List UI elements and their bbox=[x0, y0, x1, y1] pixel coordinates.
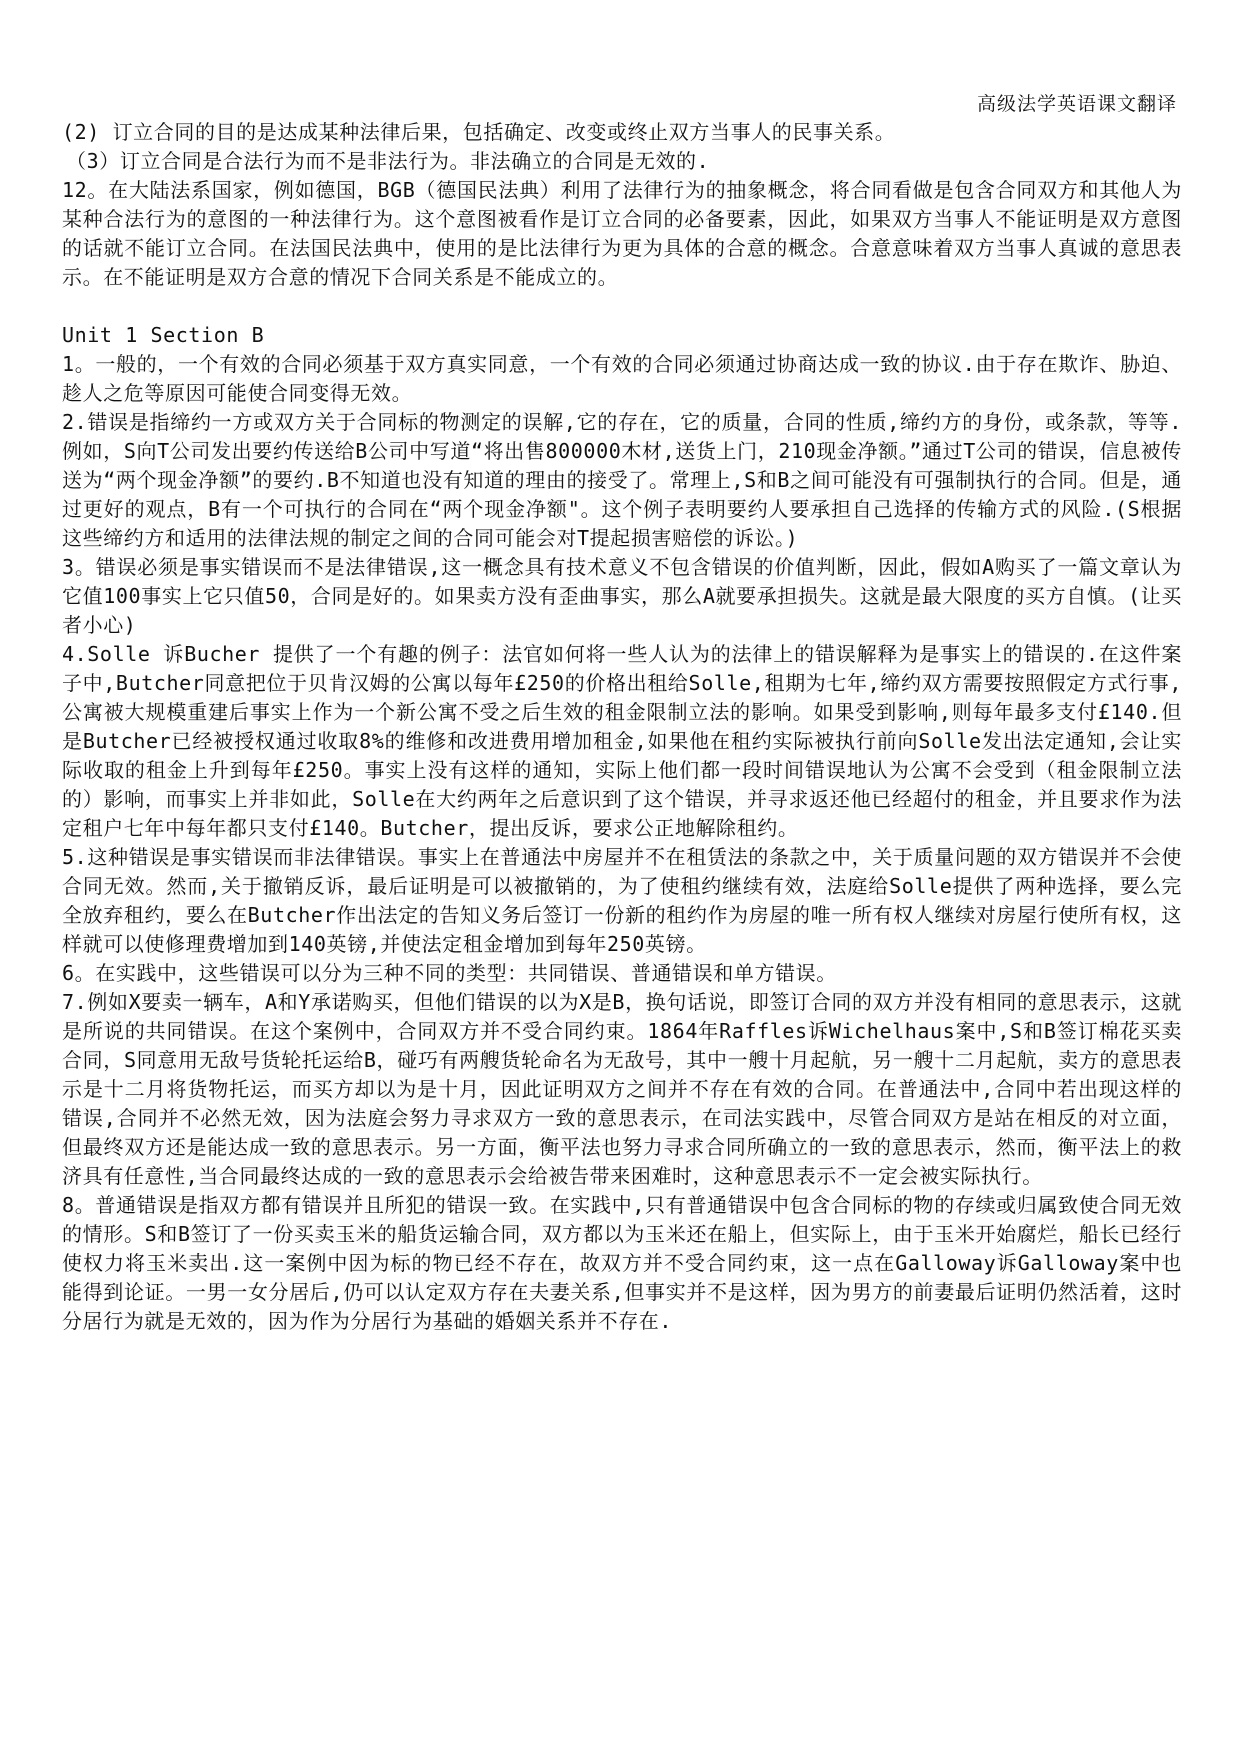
section-paragraph-2: 2.错误是指缔约一方或双方关于合同标的物测定的误解,它的存在，它的质量，合同的性质,缔约方的身份，或条款，等等.例如，S向T公司发出要约传送给B公司中写道“将出售800000木材,送货上门，210现金净额。”通过T公司的错误，信息被传送为“两个现金净额”的要约.B不知道也没有知道的理由的接受了。常理上,S和B之间可能没有可强制执行的合同。但是，通过更好的观点，B有一个可执行的合同在“两个现金净额"。这个例子表明要约人要承担自己选择的传输方式的风险.(S根据这些缔约方和适用的法律法规的制定之间的合同可能会对T提起损害赔偿的诉讼。) bbox=[62, 410, 1182, 550]
paragraph-item-3: （3）订立合同是合法行为而不是非法行为。非法确立的合同是无效的. bbox=[66, 149, 710, 173]
section-paragraph-4: 4.Solle 诉Bucher 提供了一个有趣的例子：法官如何将一些人认为的法律上的错误解释为是事实上的错误的.在这件案子中,Butcher同意把位于贝肯汉姆的公寓以每年£250的价格出租给Solle,租期为七年,缔约双方需要按照假定方式行事,公寓被大规模重建后事实上作为一个新公寓不受之后生效的租金限制立法的影响。如果受到影响,则每年最多支付£140.但是Butcher已经被授权通过收取8%的维修和改进费用增加租金,如果他在租约实际被执行前向Solle发出法定通知,会让实际收取的租金上升到每年£250。事实上没有这样的通知，实际上他们都一段时间错误地认为公寓不会受到（租金限制立法的）影响，而事实上并非如此，Solle在大约两年之后意识到了这个错误，并寻求返还他已经超付的租金，并且要求作为法定租户七年中每年都只支付£140。Butcher，提出反诉，要求公正地解除租约。 bbox=[62, 642, 1182, 840]
paragraph-item-2: (2) 订立合同的目的是达成某种法律后果，包括确定、改变或终止双方当事人的民事关系。 bbox=[62, 120, 896, 144]
page-header: 高级法学英语课文翻译 bbox=[976, 93, 1177, 115]
section-paragraph-7: 7.例如X要卖一辆车，A和Y承诺购买，但他们错误的以为X是B，换句话说，即签订合同的双方并没有相同的意思表示，这就是所说的共同错误。在这个案例中，合同双方并不受合同约束。1864年Raffles诉Wichelhaus案中,S和B签订棉花买卖合同，S同意用无敌号货轮托运给B，碰巧有两艘货轮命名为无敌号，其中一艘十月起航，另一艘十二月起航，卖方的意思表示是十二月将货物托运，而买方却以为是十月，因此证明双方之间并不存在有效的合同。在普通法中,合同中若出现这样的错误,合同并不必然无效，因为法庭会努力寻求双方一致的意思表示，在司法实践中，尽管合同双方是站在相反的对立面，但最终双方还是能达成一致的意思表示。另一方面，衡平法也努力寻求合同所确立的一致的意思表示，然而，衡平法上的救济具有任意性,当合同最终达成的一致的意思表示会给被告带来困难时，这种意思表示不一定会被实际执行。 bbox=[62, 990, 1182, 1188]
section-paragraph-1: 1。一般的，一个有效的合同必须基于双方真实同意，一个有效的合同必须通过协商达成一致的协议.由于存在欺诈、胁迫、趁人之危等原因可能使合同变得无效。 bbox=[62, 352, 1182, 405]
paragraph-gap bbox=[62, 292, 1182, 321]
section-paragraph-6: 6。在实践中，这些错误可以分为三种不同的类型：共同错误、普通错误和单方错误。 bbox=[62, 961, 837, 985]
section-paragraph-8: 8。普通错误是指双方都有错误并且所犯的错误一致。在实践中,只有普通错误中包含合同标的物的存续或归属致使合同无效的情形。S和B签订了一份买卖玉米的船货运输合同，双方都以为玉米还在船上，但实际上，由于玉米开始腐烂，船长已经行使权力将玉米卖出.这一案例中因为标的物已经不存在，故双方并不受合同约束，这一点在Galloway诉Galloway案中也能得到论证。一男一女分居后,仍可以认定双方存在夫妻关系,但事实并不是这样，因为男方的前妻最后证明仍然活着，这时分居行为就是无效的，因为作为分居行为基础的婚姻关系并不存在. bbox=[62, 1193, 1182, 1333]
document-body bbox=[62, 118, 1182, 1336]
section-paragraph-5: 5.这种错误是事实错误而非法律错误。事实上在普通法中房屋并不在租赁法的条款之中，关于质量问题的双方错误并不会使合同无效。然而,关于撤销反诉，最后证明是可以被撤销的，为了使租约继续有效，法庭给Solle提供了两种选择，要么完全放弃租约，要么在Butcher作出法定的告知义务后签订一份新的租约作为房屋的唯一所有权人继续对房屋行使所有权，这样就可以使修理费增加到140英镑,并使法定租金增加到每年250英镑。 bbox=[62, 845, 1182, 956]
section-title: Unit 1 Section B bbox=[62, 323, 265, 347]
paragraph-12: 12。在大陆法系国家，例如德国，BGB（德国民法典）利用了法律行为的抽象概念，将合同看做是包含合同双方和其他人为某种合法行为的意图的一种法律行为。这个意图被看作是订立合同的必备要素，因此，如果双方当事人不能证明是双方意图的话就不能订立合同。在法国民法典中，使用的是比法律行为更为具体的合意的概念。合意意味着双方当事人真诚的意思表示。在不能证明是双方合意的情况下合同关系是不能成立的。 bbox=[62, 178, 1182, 289]
section-paragraph-3: 3。错误必须是事实错误而不是法律错误,这一概念具有技术意义不包含错误的价值判断，因此，假如A购买了一篇文章认为它值100事实上它只值50，合同是好的。如果卖方没有歪曲事实，那么A就要承担损失。这就是最大限度的买方自慎。(让买者小心) bbox=[62, 555, 1182, 637]
